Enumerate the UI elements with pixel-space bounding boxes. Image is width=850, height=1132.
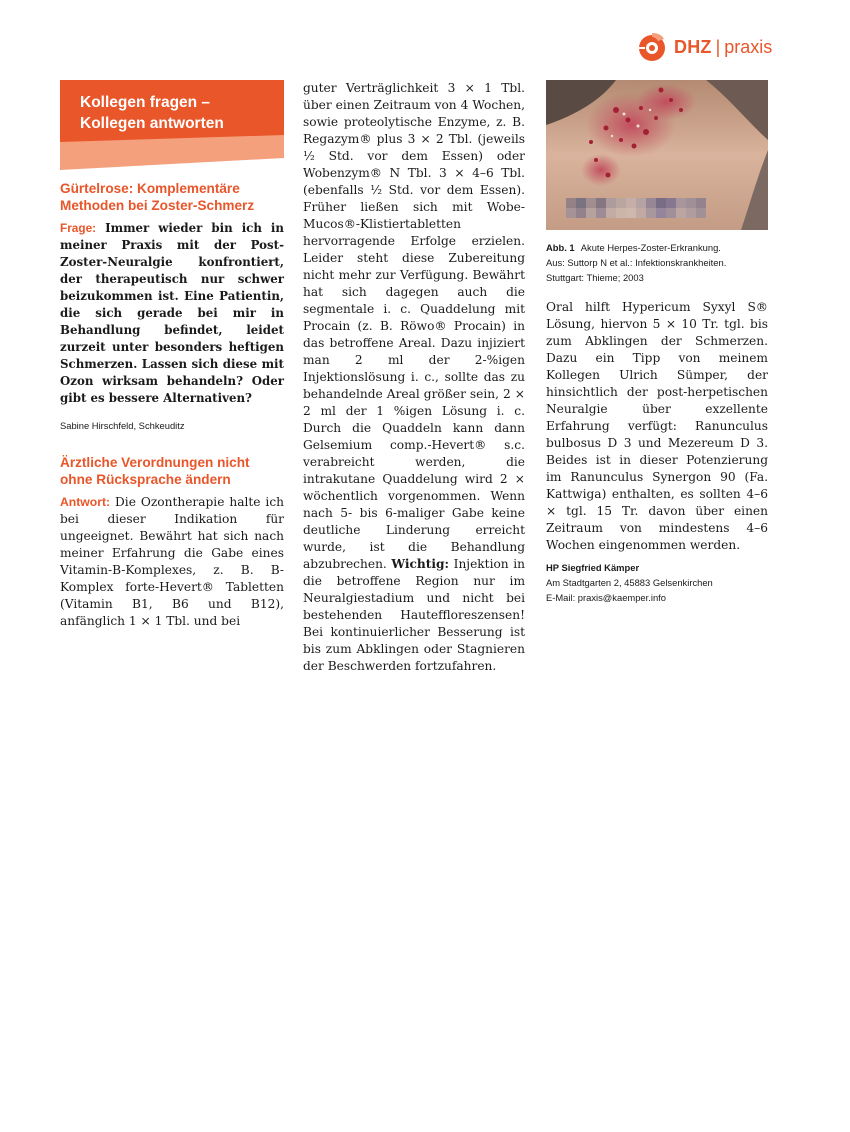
logo-section: praxis xyxy=(724,36,773,57)
important-label: Wichtig: xyxy=(391,557,450,571)
answer-text-a: Die Ozontherapie halte ich bei dieser Indikation für ungeeignet. Bewährt hat sich nach meiner Erfahrung die Gabe eines Vitamin-B-Komplexes, z. B. B-Komplex forte-Hevert® Tabletten (Vitamin B1, B6 und B12), anfänglich 1 × 1 Tbl. und bei xyxy=(60,495,284,628)
question-label: Frage: xyxy=(60,221,97,235)
signature-address: Am Stadtgarten 2, 45883 Gelsenkirchen xyxy=(546,577,713,588)
asker-name: Sabine Hirschfeld, Schkeuditz xyxy=(60,420,185,431)
question-paragraph xyxy=(60,220,284,407)
answer-text-c: Injektion in die betroffene Region nur im Neuralgiestadium und nicht bei bestehenden Hauteffloreszensen! Bei kontinuierlicher Besserung ist bis zum Abklingen oder Stagnieren der Beschwerden fortzufahren. xyxy=(303,557,525,673)
caption-line-2: Aus: Suttorp N et al.: Infektionskrankheiten. xyxy=(546,257,727,268)
column-2 xyxy=(303,80,525,675)
dhz-praxis-logo xyxy=(638,31,772,63)
banner-line-2: Kollegen antworten xyxy=(80,115,224,132)
herpes-zoster-photo xyxy=(546,80,768,230)
caption-line-1 xyxy=(546,240,768,255)
column-1 xyxy=(60,80,284,630)
answer-paragraph-3: Oral hilft Hypericum Syxyl S® Lösung, hiervon 5 × 10 Tr. tgl. bis zum Abklingen der Schmerzen. Dazu ein Tipp von meinem Kollegen Ulrich Sümper, der hinsichtlich der post-herpetischen Neuralgie über exzellente Erfahrung verfügt: Ranunculus bulbosus D 3 und Mezereum D 3. Beides ist in dieser Potenzierung im Ranunculus Synergon 90 (Fa. Kattwiga) enthalten, es sollten 4–6 × tgl. 15 Tr. davon über einen Zeitraum von mindestens 4–6 Wochen eingenommen werden. xyxy=(546,300,768,552)
caption-line-3: Stuttgart: Thieme; 2003 xyxy=(546,272,644,283)
column-3 xyxy=(546,80,768,605)
figure-caption xyxy=(546,240,768,285)
answer-text-b: guter Verträglichkeit 3 × 1 Tbl. über einen Zeitraum von 4 Wochen, sowie proteolytische Enzyme, z. B. Regazym® plus 3 × 2 Tbl. (jeweils ½ Std. vor dem Essen) oder Wobenzym® N Tbl. 3 × 4–6 Tbl. (ebenfalls ½ Std. vor dem Essen). Früher ließen sich mit Wobe-Mucos®-Klistiertabletten hervorragende Erfolge erzielen. Leider steht diese Zubereitung nicht mehr zur Verfügung. Bewährt hat sich dagegen auch die segmentale i. c. Quaddelung mit Procain (z. B. Röwo® Procain) in das betroffene Areal. Dazu injiziert man 2 ml der 2-%igen Injektionslösung i. c., sollte das zu behandelnde Areal größer sein, 2 × 2 ml der 1 %igen Lösung i. c. Durch die Quaddeln kann dann Gelsemium comp.-Hevert® s.c. verabreicht werden, die intrakutane Quaddelung wird 2 × wöchentlich vorgenommen. Wenn nach 5- bis 6-maliger Gabe keine deutliche Linderung erreicht wurde, ist die Behandlung abzubrechen. xyxy=(303,81,525,571)
section-banner xyxy=(60,80,284,170)
answer-label: Antwort: xyxy=(60,495,111,509)
logo-separator: | xyxy=(715,36,721,57)
forehead-rash-image xyxy=(546,80,768,230)
banner-title xyxy=(80,92,224,134)
answer-title: Ärztliche Verordnungen nicht ohne Rücksprache ändern xyxy=(60,455,250,487)
figure-label: Abb. 1 xyxy=(546,242,575,253)
banner-line-1: Kollegen fragen – xyxy=(80,94,211,111)
article-title: Gürtelrose: Komplementäre Methoden bei Zoster-Schmerz xyxy=(60,181,255,213)
answer-paragraph-2 xyxy=(303,80,525,675)
signature-name: HP Siegfried Kämper xyxy=(546,562,640,573)
caption-text-1: Akute Herpes-Zoster-Erkrankung. xyxy=(580,242,721,253)
signature-block xyxy=(546,560,768,605)
logo-brand: DHZ xyxy=(674,36,712,57)
signature-email: E-Mail: praxis@kaemper.info xyxy=(546,592,666,603)
answer-paragraph-1 xyxy=(60,494,284,630)
dhz-logo-icon xyxy=(638,31,668,63)
question-text: Immer wieder bin ich in meiner Praxis mit der Post-Zoster-Neuralgie konfrontiert, der therapeutisch nur schwer beizukommen ist. Eine Patientin, die sich gerade bei mir in Behandlung befindet, leidet zurzeit unter besonders heftigen Schmerzen. Lassen sich diese mit Ozon wirksam behandeln? Oder gibt es bessere Alternativen? xyxy=(60,221,284,405)
